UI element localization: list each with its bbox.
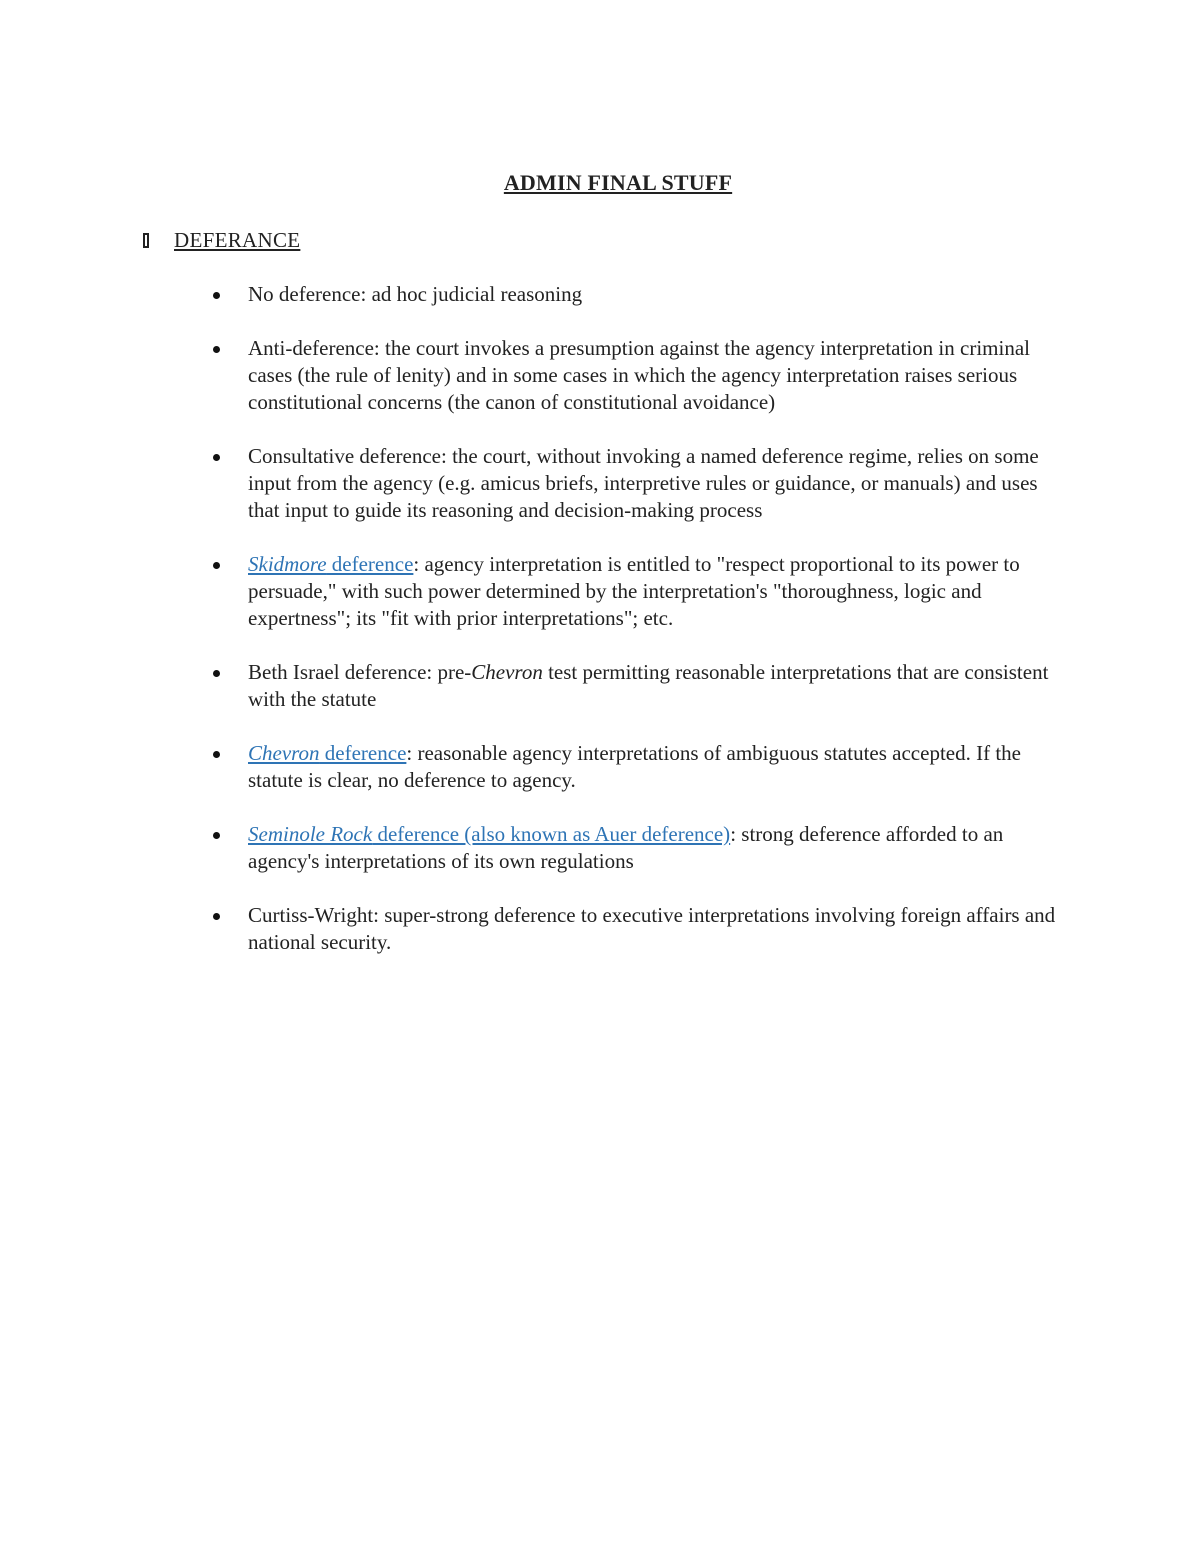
list-item-seminole-rock-deference <box>211 821 1071 875</box>
list-item-consultative-deference <box>211 443 1071 524</box>
bullet-icon <box>213 832 220 839</box>
list-item-text: : agency interpretation is entitled to "respect proportional to its power to persuade," with such power determined by the interpretation's "thoroughness, logic and expertness"; its "fit with prior interpretations"; etc. <box>248 552 1020 630</box>
deference-list <box>211 281 1071 983</box>
chevron-deference-link[interactable] <box>248 741 406 765</box>
skidmore-link-rest: deference <box>326 552 414 576</box>
section-heading <box>143 228 300 253</box>
document-title: ADMIN FINAL STUFF <box>503 170 733 195</box>
bullet-icon <box>213 562 220 569</box>
chevron-link-rest: deference <box>319 741 407 765</box>
list-item-text: : reasonable agency interpretations of ambiguous statutes accepted. If the statute is clear, no deference to agency. <box>248 741 1021 792</box>
list-item-text: Consultative deference: the court, without invoking a named deference regime, relies on some input from the agency (e.g. amicus briefs, interpretive rules or guidance, or manuals) and uses that input to guide its reasoning and decision-making process <box>248 444 1039 522</box>
list-item-text: Anti-deference: the court invokes a presumption against the agency interpretation in criminal cases (the rule of lenity) and in some cases in which the agency interpretation raises serious constitutional concerns (the canon of constitutional avoidance) <box>248 336 1030 414</box>
list-item-text: No deference: ad hoc judicial reasoning <box>248 282 583 306</box>
bullet-icon <box>213 346 220 353</box>
list-item-text-after: test permitting reasonable interpretations that are consistent with the statute <box>248 660 1049 711</box>
list-item-chevron-deference <box>211 740 1071 794</box>
bullet-icon <box>213 454 220 461</box>
list-item-text: Curtiss-Wright: super-strong deference to executive interpretations involving foreign affairs and national security. <box>248 903 1056 954</box>
seminole-link-italic: Seminole Rock <box>248 822 373 846</box>
bullet-icon <box>213 913 220 920</box>
list-item-curtiss-wright-deference <box>211 902 1071 956</box>
skidmore-link-italic: Skidmore <box>248 552 327 576</box>
section-marker-icon <box>143 233 149 248</box>
bullet-icon <box>213 670 220 677</box>
list-item-beth-israel-deference <box>211 659 1071 713</box>
section-heading-label: DEFERANCE <box>174 228 301 252</box>
list-item-italic: Chevron <box>471 660 543 684</box>
bullet-icon <box>213 751 220 758</box>
list-item-no-deference <box>211 281 1071 308</box>
skidmore-deference-link[interactable] <box>248 552 413 576</box>
list-item-text: : strong deference afforded to an agency's interpretations of its own regulations <box>248 822 1004 873</box>
bullet-icon <box>213 292 220 299</box>
chevron-link-italic: Chevron <box>248 741 320 765</box>
list-item-skidmore-deference <box>211 551 1071 632</box>
seminole-link-rest: deference (also known as Auer deference) <box>372 822 731 846</box>
list-item-anti-deference <box>211 335 1071 416</box>
list-item-text-before: Beth Israel deference: pre- <box>248 660 472 684</box>
seminole-rock-deference-link[interactable] <box>248 822 730 846</box>
